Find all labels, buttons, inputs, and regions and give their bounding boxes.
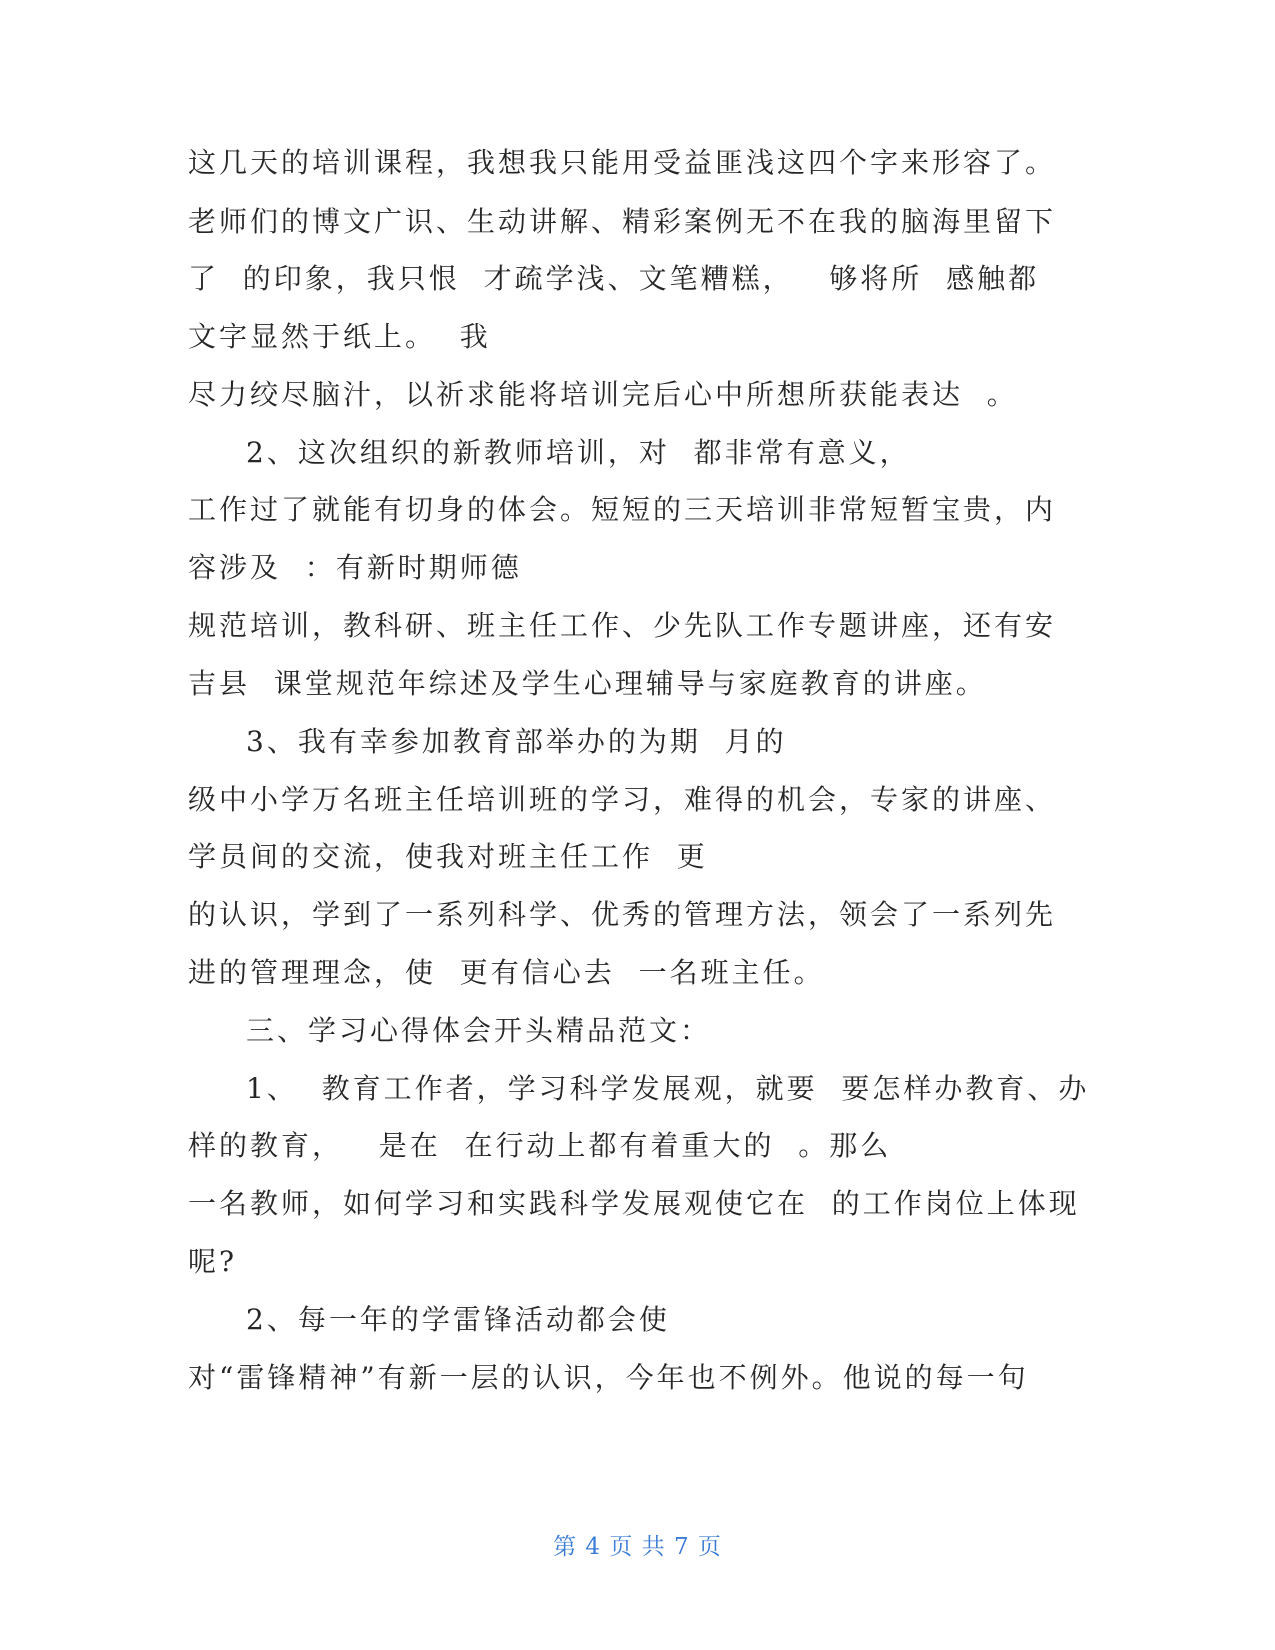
text-line: 的认识，学到了一系列科学、优秀的管理方法，领会了一系列先 [188,898,1057,931]
text-line: 进的管理理念，使 更有信心去 一名班主任。 [188,956,825,989]
text-line: 3、我有幸参加教育部举办的为期 月的 [246,725,787,758]
text-line: 尽力绞尽脑汁，以祈求能将培训完后心中所想所获能表达 。 [188,378,1018,411]
text-line: 2、每一年的学雷锋活动都会使 [246,1303,670,1336]
text-line: 对“雷锋精神”有新一层的认识，今年也不例外。他说的每一句 [188,1361,1029,1394]
text-line: 2、这次组织的新教师培训，对 都非常有意义， [246,436,911,469]
section-heading: 三、学习心得体会开头精品范文： [246,1014,712,1047]
text-line: 了 的印象，我只恨 才疏学浅、文笔糟糕， 够将所 感触都 [188,262,1040,295]
text-line: 1、 教育工作者，学习科学发展观，就要 要怎样办教育、办 [246,1072,1090,1105]
text-line: 吉县 课堂规范年综述及学生心理辅导与家庭教育的讲座。 [188,667,987,700]
text-line: 老师们的博文广识、生动讲解、精彩案例无不在我的脑海里留下 [188,205,1057,238]
text-line: 级中小学万名班主任培训班的学习，难得的机会，专家的讲座、 [188,783,1057,816]
text-line: 文字显然于纸上。 我 [188,320,491,353]
text-line: 工作过了就能有切身的体会。短短的三天培训非常短暂宝贵，内 [188,493,1057,526]
text-line: 规范培训，教科研、班主任工作、少先队工作专题讲座，还有安 [188,609,1057,642]
text-line: 呢? [188,1245,238,1278]
text-line: 学员间的交流，使我对班主任工作 更 [188,840,708,873]
page-number-footer: 第 4 页 共 7 页 [553,1534,722,1560]
text-line: 样的教育， 是在 在行动上都有着重大的 。那么 [188,1129,892,1162]
text-line: 一名教师，如何学习和实践科学发展观使它在 的工作岗位上体现 [188,1187,1080,1220]
text-line: 容涉及 ：有新时期师德 [188,551,522,584]
text-line: 这几天的培训课程，我想我只能用受益匪浅这四个字来形容了。 [188,146,1057,179]
